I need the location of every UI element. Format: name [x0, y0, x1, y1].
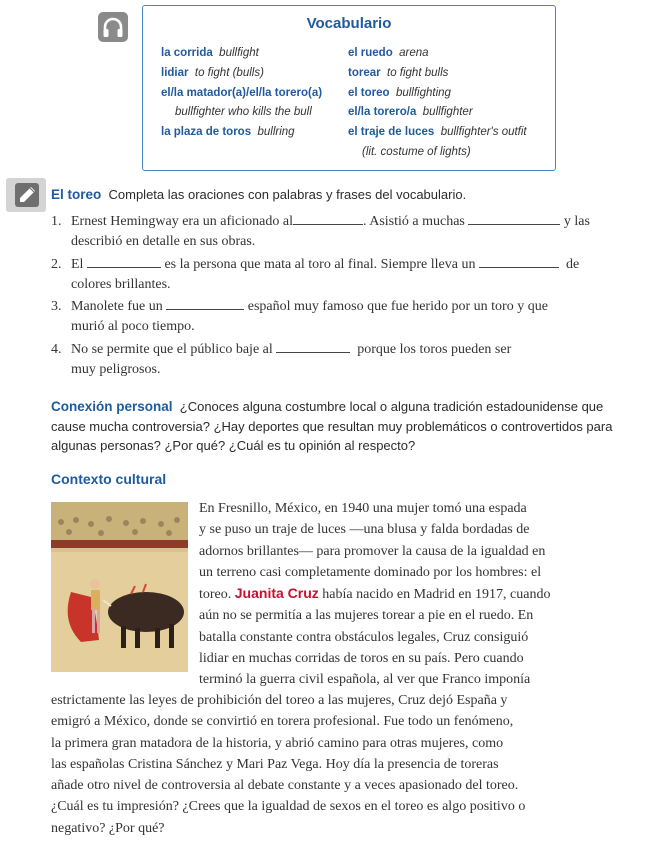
- vocab-entry: el/la matador(a)/el/la torero(a): [161, 86, 323, 99]
- vocabulario-title: Vocabulario: [306, 15, 392, 32]
- highlighted-name: Juanita Cruz: [234, 585, 319, 602]
- vocab-entry: el toreo bullfighting: [348, 86, 451, 99]
- contexto-text-full: estrictamente las leyes de prohibición del toreo a las mujeres, Cruz dejó España y emigró a México, donde se convirtió en torera profesional. Fue todo un fenómeno, la primera gran matadora de la historia, y abrió camino para otras mujeres, como las españolas Cristina Sánchez y Mari Paz Vega. Hoy día la presencia de toreras añade otro nivel de controversia al debate constante y a veces apasionado del toreo. ¿Cuál es tu impresión? ¿Crees que la igualdad de sexos en el toreo es algo positivo o negativo? ¿Por qué?: [51, 693, 526, 836]
- vocab-entry: la plaza de toros bullring: [161, 126, 295, 139]
- exercise-item-3: 3. Manolete fue un español muy famoso que fue herido por un toro y que murió al poco tiempo.: [51, 299, 548, 334]
- answer-blank[interactable]: [166, 297, 244, 310]
- answer-blank[interactable]: [479, 255, 559, 268]
- exercise-item-2: 2. El es la persona que mata al toro al final. Siempre lleva un de colores brillantes.: [51, 257, 580, 292]
- vocab-entry: lidiar to fight (bulls): [161, 66, 264, 79]
- pencil-icon: [6, 178, 46, 212]
- bullfight-painting: [51, 502, 188, 672]
- headphones-icon[interactable]: [98, 12, 128, 42]
- el-toreo-heading: [51, 187, 466, 202]
- exercise-item-4: 4. No se permite que el público baje al porque los toros pueden ser muy peligrosos.: [51, 342, 512, 377]
- vocab-entry-gloss: (lit. costume of lights): [362, 145, 471, 158]
- vocab-entry: el/la torero/a bullfighter: [348, 106, 473, 119]
- vocab-column-right: [348, 44, 527, 163]
- answer-blank[interactable]: [87, 255, 161, 268]
- answer-blank[interactable]: [276, 340, 350, 353]
- vocabulario-box: [142, 5, 556, 171]
- vocab-entry: torear to fight bulls: [348, 66, 449, 79]
- answer-blank[interactable]: [468, 212, 560, 225]
- vocab-entry: el traje de luces bullfighter's outfit: [348, 126, 527, 139]
- exercise-item-1: 1. Ernest Hemingway era un aficionado al . Asistió a muchas y las describió en detalle en sus obras.: [51, 214, 590, 249]
- conexion-heading: Conexión personal: [51, 399, 173, 414]
- vocab-column-left: [161, 44, 322, 143]
- section-title: El toreo: [51, 187, 102, 202]
- section-instruction: Completa las oraciones con palabras y frases del vocabulario.: [108, 187, 467, 202]
- conexion-personal: Conexión personal ¿Conoces alguna costumbre local o alguna tradición estadounidense que cause mucha controversia? ¿Hay deportes que resultan muy problemáticos o controvertidos para algunas personas? ¿Por qué? ¿Cuál es tu opinión al respecto?: [51, 399, 613, 453]
- vocab-entry-gloss: bullfighter who kills the bull: [175, 106, 312, 119]
- contexto-cultural-heading: Contexto cultural: [51, 471, 167, 487]
- vocab-entry: el ruedo arena: [348, 47, 429, 59]
- vocab-entry: la corrida bullfight: [161, 47, 259, 59]
- answer-blank[interactable]: [293, 212, 363, 225]
- contexto-text-wrapped: En Fresnillo, México, en 1940 una mujer tomó una espada y se puso un traje de luces —una blusa y falda bordadas de adornos brillantes— para promover la causa de la igualdad en un terreno casi completamente dominado por los hombres: el toreo. Juanita Cruz había nacido en Madrid en 1917, cuando aún no se permitía a las mujeres torear a pie en el ruedo. En batalla constante contra obstáculos legales, Cruz consiguió lidiar en muchas corridas de toros en su país. Pero cuando terminó la guerra civil española, al ver que Franco imponía: [199, 501, 551, 688]
